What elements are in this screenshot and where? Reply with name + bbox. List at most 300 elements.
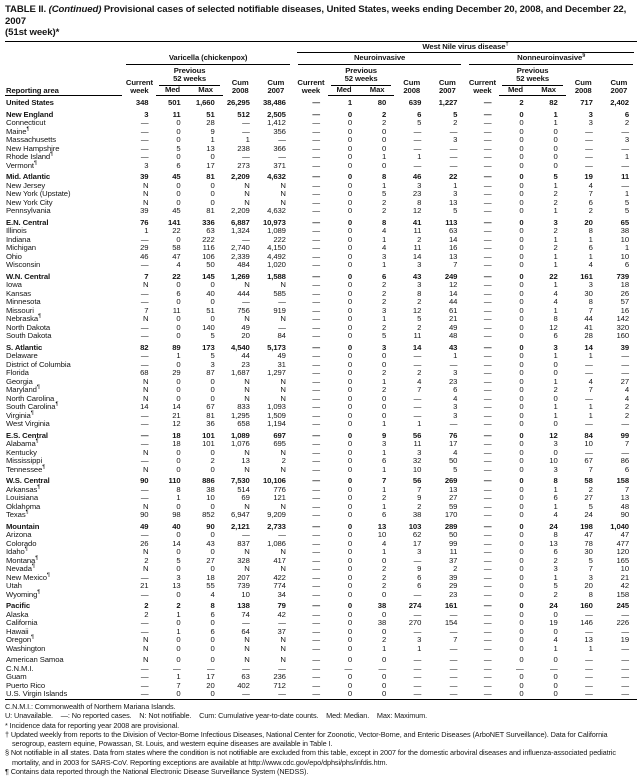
value-cell: 6,887 <box>231 217 250 227</box>
value-cell: — <box>483 271 492 281</box>
value-cell: 3 <box>453 368 458 378</box>
value-cell: 5 <box>210 331 215 341</box>
reporting-area-cell: E.N. Central <box>6 217 49 227</box>
reporting-area-cell: Maine¶ <box>6 126 30 136</box>
reporting-area-cell: Ohio <box>6 251 22 261</box>
footnote-marker: ¶ <box>5 767 11 776</box>
value-cell: 13 <box>172 581 181 591</box>
value-cell: 9 <box>417 493 422 503</box>
value-cell: 0 <box>176 501 181 511</box>
value-cell: 22 <box>172 226 181 236</box>
value-cell: 0 <box>210 689 215 699</box>
value-cell: — <box>312 430 320 440</box>
value-cell: 0 <box>519 217 524 227</box>
value-cell: — <box>550 663 558 673</box>
table-row <box>5 619 637 628</box>
value-cell: 0 <box>381 626 387 636</box>
value-cell: 2 <box>381 368 387 378</box>
value-cell: 1 <box>553 376 558 386</box>
value-cell: 5 <box>176 555 181 565</box>
table-row <box>5 645 637 654</box>
value-cell: 1 <box>553 484 558 494</box>
value-cell: — <box>413 663 422 673</box>
value-cell: N <box>280 655 286 665</box>
value-cell: 0 <box>176 152 181 162</box>
value-cell: 0 <box>210 564 215 574</box>
value-cell: 0 <box>210 655 215 665</box>
value-cell: 11 <box>172 109 181 119</box>
value-cell: 38 <box>377 601 387 611</box>
value-cell: N <box>143 643 149 653</box>
value-cell: 10 <box>620 251 629 261</box>
value-cell: 1,588 <box>267 271 286 281</box>
column-header-med: Med <box>328 86 360 96</box>
value-cell: 198 <box>580 521 593 531</box>
value-cell: N <box>280 501 286 511</box>
reporting-area-cell: Nevada¶ <box>6 563 35 574</box>
value-cell: — <box>449 359 458 369</box>
value-cell: 8 <box>381 172 387 182</box>
value-cell: 23 <box>449 376 458 386</box>
table-row <box>5 582 637 591</box>
value-cell: 4 <box>588 376 593 386</box>
value-cell: — <box>449 643 458 653</box>
value-cell: — <box>483 564 492 574</box>
value-cell: 0 <box>553 393 558 403</box>
value-cell: N <box>143 635 149 645</box>
column-header-current-week: Current week <box>468 77 496 96</box>
value-cell: — <box>483 643 492 653</box>
value-cell: 0 <box>176 118 181 128</box>
value-cell: — <box>312 217 320 227</box>
value-cell: — <box>621 672 629 682</box>
value-cell: 1 <box>553 180 558 190</box>
value-cell: 0 <box>347 521 353 531</box>
value-cell: 1 <box>624 243 629 253</box>
footnotes-block <box>5 702 637 776</box>
value-cell: 1 <box>144 226 149 236</box>
value-cell: 2 <box>417 501 422 511</box>
value-cell: 59 <box>449 501 458 511</box>
value-cell: — <box>140 359 149 369</box>
value-cell: 0 <box>176 331 181 341</box>
value-cell: — <box>483 456 492 466</box>
value-cell: 5 <box>453 206 458 216</box>
reporting-area-cell: New York City <box>6 197 53 207</box>
value-cell: 38 <box>412 510 422 520</box>
table-row <box>5 540 637 549</box>
reporting-area-cell: Oklahoma <box>6 501 41 511</box>
value-cell: 81 <box>206 206 215 216</box>
value-cell: 12 <box>412 206 422 216</box>
value-cell: 86 <box>620 456 629 466</box>
value-cell: 116 <box>202 243 215 253</box>
value-cell: 78 <box>584 538 593 548</box>
value-cell: 1,295 <box>231 410 250 420</box>
value-cell: 4 <box>176 260 181 270</box>
value-cell: 0 <box>176 564 181 574</box>
value-cell: 0 <box>176 322 181 332</box>
value-cell: 20 <box>241 331 250 341</box>
value-cell: — <box>312 180 320 190</box>
value-cell: 0 <box>519 510 524 520</box>
value-cell: N <box>244 197 250 207</box>
value-cell: 0 <box>519 456 524 466</box>
value-cell: — <box>312 288 320 298</box>
value-cell: 0 <box>553 419 558 429</box>
value-cell: 477 <box>616 538 629 548</box>
value-cell: — <box>312 226 320 236</box>
value-cell: 274 <box>408 601 422 611</box>
value-cell: 0 <box>519 226 524 236</box>
value-cell: 7 <box>588 305 593 315</box>
value-cell: N <box>280 280 286 290</box>
footnote-marker: † <box>5 729 11 739</box>
value-cell: — <box>621 663 629 673</box>
value-cell: — <box>483 234 492 244</box>
value-cell: 5 <box>453 109 458 119</box>
value-cell: 4 <box>624 385 629 395</box>
value-cell: — <box>312 98 320 108</box>
group-header-nonneuroinvasive <box>465 53 637 65</box>
value-cell: 3 <box>210 359 215 369</box>
pilcrow-footnote-marker: ¶ <box>50 151 54 158</box>
value-cell: 8 <box>588 589 593 599</box>
value-cell: 0 <box>519 493 524 503</box>
value-cell: — <box>483 680 492 690</box>
value-cell: — <box>312 143 320 153</box>
value-cell: 5 <box>417 118 422 128</box>
value-cell: 2 <box>144 555 149 565</box>
value-cell: 1 <box>588 234 593 244</box>
table-row <box>5 386 637 395</box>
value-cell: 158 <box>616 589 629 599</box>
value-cell: 89 <box>172 342 181 352</box>
value-cell: 2 <box>381 493 387 503</box>
value-cell: 0 <box>347 314 353 324</box>
reporting-area-cell: New Hampshire <box>6 143 60 153</box>
value-cell: 74 <box>241 609 250 619</box>
value-cell: 356 <box>273 126 286 136</box>
value-cell: N <box>143 464 149 474</box>
value-cell: 0 <box>519 135 524 145</box>
value-cell: 43 <box>412 271 422 281</box>
value-cell: — <box>312 260 320 270</box>
pilcrow-footnote-marker: ¶ <box>46 572 50 579</box>
group-header-neuroinvasive-label: Neuroinvasive <box>353 53 406 63</box>
value-cell: 98 <box>172 510 181 520</box>
reporting-area-cell: Georgia <box>6 376 33 386</box>
value-cell: 11 <box>413 226 422 236</box>
value-cell: N <box>244 447 250 457</box>
table-row <box>5 170 637 182</box>
value-cell: 2 <box>553 189 558 199</box>
value-cell: 6 <box>417 572 422 582</box>
value-cell: N <box>280 197 286 207</box>
value-cell: 6 <box>624 464 629 474</box>
value-cell: 103 <box>408 521 422 531</box>
value-cell: — <box>140 351 149 361</box>
value-cell: 0 <box>519 439 524 449</box>
value-cell: 110 <box>168 476 181 486</box>
value-cell: — <box>312 456 320 466</box>
value-cell: 0 <box>381 680 387 690</box>
table-row <box>5 378 637 387</box>
value-cell: — <box>413 680 422 690</box>
value-cell: 0 <box>519 555 524 565</box>
reporting-area-cell: S. Atlantic <box>6 342 43 352</box>
value-cell: 0 <box>347 689 353 699</box>
table-body <box>5 96 637 700</box>
value-cell: 6 <box>624 109 629 119</box>
value-cell: 2 <box>553 226 558 236</box>
column-header-cum-2008: Cum 2008 <box>574 77 592 96</box>
value-cell: 2 <box>281 456 286 466</box>
value-cell: 26,295 <box>226 98 250 108</box>
value-cell: 10 <box>241 589 250 599</box>
value-cell: 24 <box>549 521 558 531</box>
value-cell: — <box>483 126 492 136</box>
value-cell: — <box>278 297 286 307</box>
value-cell: 0 <box>210 547 215 557</box>
value-cell: — <box>585 143 593 153</box>
value-cell: — <box>312 351 320 361</box>
column-header-cum-2007: Cum 2007 <box>438 77 456 96</box>
value-cell: 8 <box>210 601 215 611</box>
value-cell: — <box>413 655 422 665</box>
value-cell: — <box>140 672 149 682</box>
value-cell: 1,194 <box>267 419 286 429</box>
pilcrow-footnote-marker: ¶ <box>30 410 34 417</box>
value-cell: 1,269 <box>231 271 250 281</box>
value-cell: N <box>280 180 286 190</box>
value-cell: 3 <box>588 572 593 582</box>
value-cell: 0 <box>210 197 215 207</box>
value-cell: 0 <box>519 180 524 190</box>
value-cell: 245 <box>616 601 629 611</box>
value-cell: N <box>143 197 149 207</box>
value-cell: N <box>143 189 149 199</box>
value-cell: — <box>413 143 422 153</box>
value-cell: 11 <box>413 439 422 449</box>
value-cell: 4 <box>553 297 558 307</box>
value-cell: 154 <box>444 618 458 628</box>
value-cell: — <box>585 135 593 145</box>
reporting-area-cell: Utah <box>6 581 22 591</box>
value-cell: 2 <box>144 609 149 619</box>
table-row <box>5 352 637 361</box>
table-row <box>5 511 637 520</box>
value-cell: 0 <box>381 359 387 369</box>
table-row <box>5 440 637 449</box>
value-cell: 0 <box>176 180 181 190</box>
value-cell: 101 <box>202 439 215 449</box>
value-cell: 39 <box>620 342 629 352</box>
table-row <box>5 474 637 486</box>
value-cell: — <box>621 447 629 457</box>
reporting-area-cell: Iowa <box>6 280 22 290</box>
value-cell: 0 <box>381 589 387 599</box>
value-cell: 50 <box>449 456 458 466</box>
value-cell: 4 <box>553 510 558 520</box>
value-cell: 0 <box>347 476 353 486</box>
value-cell: 76 <box>140 217 149 227</box>
value-cell: 0 <box>347 342 353 352</box>
reporting-area-cell: Puerto Rico <box>6 680 46 690</box>
value-cell: 3 <box>144 160 149 170</box>
value-cell: — <box>140 493 149 503</box>
value-cell: — <box>483 98 492 108</box>
value-cell: 1 <box>347 98 353 108</box>
value-cell: 2 <box>381 206 387 216</box>
value-cell: — <box>483 618 492 628</box>
value-cell: 6 <box>553 331 558 341</box>
value-cell: — <box>483 464 492 474</box>
value-cell: 0 <box>210 501 215 511</box>
value-cell: 6 <box>381 456 387 466</box>
value-cell: 2 <box>553 385 558 395</box>
value-cell: — <box>312 501 320 511</box>
value-cell: 0 <box>347 589 353 599</box>
value-cell: 39 <box>140 206 149 216</box>
value-cell: 1 <box>176 626 181 636</box>
value-cell: 3 <box>417 280 422 290</box>
table-row <box>5 253 637 262</box>
value-cell: 0 <box>519 618 524 628</box>
value-cell: 0 <box>519 143 524 153</box>
table-row <box>5 361 637 370</box>
value-cell: — <box>413 410 422 420</box>
value-cell: — <box>483 484 492 494</box>
value-cell: — <box>483 439 492 449</box>
value-cell: 0 <box>176 314 181 324</box>
value-cell: 0 <box>347 402 353 412</box>
value-cell: — <box>483 572 492 582</box>
value-cell: 8 <box>588 297 593 307</box>
value-cell: — <box>621 689 629 699</box>
value-cell: — <box>344 663 353 673</box>
value-cell: 1 <box>176 493 181 503</box>
value-cell: — <box>312 609 320 619</box>
value-cell: 27 <box>206 555 215 565</box>
value-cell: 12 <box>412 305 422 315</box>
value-cell: 0 <box>519 342 524 352</box>
value-cell: 14 <box>412 251 422 261</box>
value-cell: 58 <box>172 243 181 253</box>
value-cell: — <box>312 160 320 170</box>
value-cell: 2 <box>624 410 629 420</box>
value-cell: 739 <box>616 271 629 281</box>
value-cell: — <box>140 260 149 270</box>
value-cell: 0 <box>347 260 353 270</box>
value-cell: 0 <box>210 393 215 403</box>
value-cell: 2,121 <box>231 521 250 531</box>
value-cell: — <box>483 322 492 332</box>
value-cell: 7 <box>624 484 629 494</box>
value-cell: 852 <box>202 510 215 520</box>
value-cell: 1 <box>553 643 558 653</box>
value-cell: 13 <box>206 143 215 153</box>
value-cell: 14 <box>172 538 181 548</box>
value-cell: 1,324 <box>231 226 250 236</box>
value-cell: 207 <box>237 572 250 582</box>
value-cell: 50 <box>449 530 458 540</box>
value-cell: 4 <box>624 393 629 403</box>
value-cell: 2 <box>417 322 422 332</box>
value-cell: 0 <box>519 564 524 574</box>
value-cell: — <box>378 663 387 673</box>
value-cell: 2 <box>381 635 387 645</box>
value-cell: 0 <box>553 152 558 162</box>
table-row <box>5 298 637 307</box>
pilcrow-footnote-marker: ¶ <box>35 555 39 562</box>
value-cell: — <box>207 663 215 673</box>
reporting-area-cell: North Carolina <box>6 393 55 403</box>
value-cell: — <box>483 368 492 378</box>
value-cell: 8 <box>417 197 422 207</box>
value-cell: 56 <box>412 430 422 440</box>
value-cell: 161 <box>580 271 593 281</box>
value-cell: 14 <box>172 402 181 412</box>
value-cell: 4,540 <box>231 342 250 352</box>
value-cell: 0 <box>553 609 558 619</box>
value-cell: 16 <box>449 243 458 253</box>
value-cell: 2 <box>417 297 422 307</box>
value-cell: — <box>483 689 492 699</box>
value-cell: N <box>280 385 286 395</box>
value-cell: 0 <box>519 305 524 315</box>
value-cell: 0 <box>176 635 181 645</box>
value-cell: 18 <box>620 280 629 290</box>
reporting-area-cell: Mountain <box>6 521 40 531</box>
column-header-med: Med <box>156 86 188 96</box>
reporting-area-cell: New Mexico¶ <box>6 572 50 582</box>
value-cell: 0 <box>381 689 387 699</box>
value-cell: N <box>244 180 250 190</box>
reporting-area-cell: Vermont¶ <box>6 160 37 170</box>
value-cell: 40 <box>172 521 181 531</box>
value-cell: 81 <box>206 410 215 420</box>
value-cell: 0 <box>347 385 353 395</box>
value-cell: — <box>483 672 492 682</box>
value-cell: — <box>621 180 629 190</box>
value-cell: 0 <box>347 206 353 216</box>
value-cell: — <box>483 280 492 290</box>
value-cell: 7 <box>588 385 593 395</box>
value-cell: 1 <box>553 206 558 216</box>
value-cell: 29 <box>140 243 149 253</box>
value-cell: — <box>483 314 492 324</box>
value-cell: 0 <box>519 118 524 128</box>
value-cell: — <box>140 680 149 690</box>
value-cell: 739 <box>237 581 250 591</box>
value-cell: 0 <box>347 618 353 628</box>
value-cell: 2 <box>453 118 458 128</box>
value-cell: 0 <box>347 547 353 557</box>
value-cell: 0 <box>519 109 524 119</box>
value-cell: 22 <box>549 271 558 281</box>
value-cell: 63 <box>449 226 458 236</box>
value-cell: — <box>140 152 149 162</box>
value-cell: — <box>483 521 492 531</box>
column-header-previous-52-weeks: Previous 52 weeks <box>499 65 565 86</box>
value-cell: — <box>278 618 286 628</box>
value-cell: — <box>242 118 250 128</box>
value-cell: — <box>312 359 320 369</box>
value-cell: 0 <box>347 376 353 386</box>
value-cell: — <box>312 635 320 645</box>
value-cell: 0 <box>176 197 181 207</box>
